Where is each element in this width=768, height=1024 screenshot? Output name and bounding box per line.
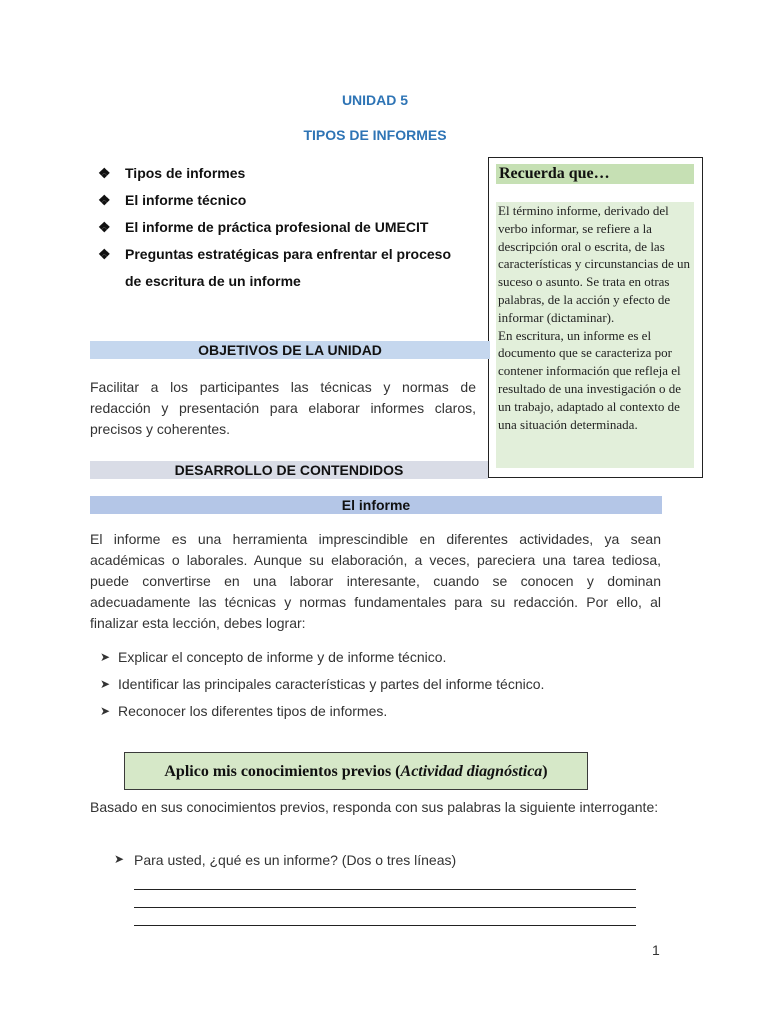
- actividad-title: Aplico mis conocimientos previos (: [164, 763, 401, 780]
- question-text: Para usted, ¿qué es un informe? (Dos o tres líneas): [134, 852, 457, 868]
- goals-list: [100, 644, 544, 725]
- diamond-bullet-icon: ❖: [98, 246, 111, 262]
- topic-item: ❖ El informe de práctica profesional de UMECIT: [98, 214, 488, 241]
- recuerda-box: [488, 157, 703, 478]
- diamond-bullet-icon: ❖: [98, 219, 111, 235]
- topic-item-continuation: de escritura de un informe: [125, 273, 301, 289]
- diamond-bullet-icon: ❖: [98, 192, 111, 208]
- question-item: [114, 852, 456, 868]
- objetivos-heading: OBJETIVOS DE LA UNIDAD: [90, 341, 490, 359]
- actividad-title-italic: Actividad diagnóstica: [400, 763, 543, 780]
- unit-label: UNIDAD 5: [341, 92, 409, 108]
- objetivos-text: Facilitar a los participantes las técnicas y normas de redacción y presentación para elaborar informes claros, precisos y coherentes.: [90, 379, 476, 437]
- topic-list: [98, 160, 488, 295]
- actividad-box: [124, 752, 588, 790]
- arrow-bullet-icon: ➤: [100, 677, 111, 691]
- actividad-instruction: Basado en sus conocimientos previos, responda con sus palabras la siguiente interrogante:: [90, 799, 659, 815]
- arrow-bullet-icon: ➤: [100, 650, 111, 664]
- answer-lines: [134, 872, 636, 926]
- recuerda-paragraph: En escritura, un informe es el documento que se caracteriza por contener información que refleja el resultado de una investigación o de un trabajo, adaptado al contexto de una situación determinada.: [498, 327, 682, 432]
- page-number: 1: [652, 942, 660, 958]
- goal-item: ➤ Explicar el concepto de informe y de informe técnico.: [100, 644, 544, 671]
- el-informe-text: El informe es una herramienta imprescindible en diferentes actividades, ya sean académicas o laborales. Aunque su elaboración, a veces, pareciera una tarea tediosa, puede convertirse en una laborar interesante, cuando se conocen y dominan adecuadamente las técnicas y normas fundamentales para su redacción. Por ello, al finalizar esta lección, debes lograr:: [90, 531, 661, 631]
- recuerda-heading: Recuerda que…: [496, 164, 694, 184]
- topic-item: ❖ Tipos de informes: [98, 160, 488, 187]
- diamond-bullet-icon: ❖: [98, 165, 111, 181]
- recuerda-paragraph: El término informe, derivado del verbo informar, se refiere a la descripción oral o escrita, de las características y circunstancias de un suceso o asunto. Se trata en otras palabras, de la acción y efecto de informar (dictaminar).: [498, 203, 691, 325]
- arrow-bullet-icon: ➤: [114, 852, 125, 866]
- answer-line: [134, 872, 636, 890]
- desarrollo-heading: DESARROLLO DE CONTENDIDOS: [90, 461, 488, 479]
- goal-item: ➤ Identificar las principales características y partes del informe técnico.: [100, 671, 544, 698]
- answer-line: [134, 890, 636, 908]
- topic-item: ❖ Preguntas estratégicas para enfrentar el proceso: [98, 241, 488, 268]
- actividad-title-end: ): [542, 763, 548, 780]
- answer-line: [134, 908, 636, 926]
- topic-item: ❖ El informe técnico: [98, 187, 488, 214]
- recuerda-body: [496, 202, 694, 468]
- goal-item: ➤ Reconocer los diferentes tipos de informes.: [100, 698, 544, 725]
- el-informe-heading: El informe: [90, 496, 662, 514]
- arrow-bullet-icon: ➤: [100, 704, 111, 718]
- page-title: TIPOS DE INFORMES: [303, 127, 447, 143]
